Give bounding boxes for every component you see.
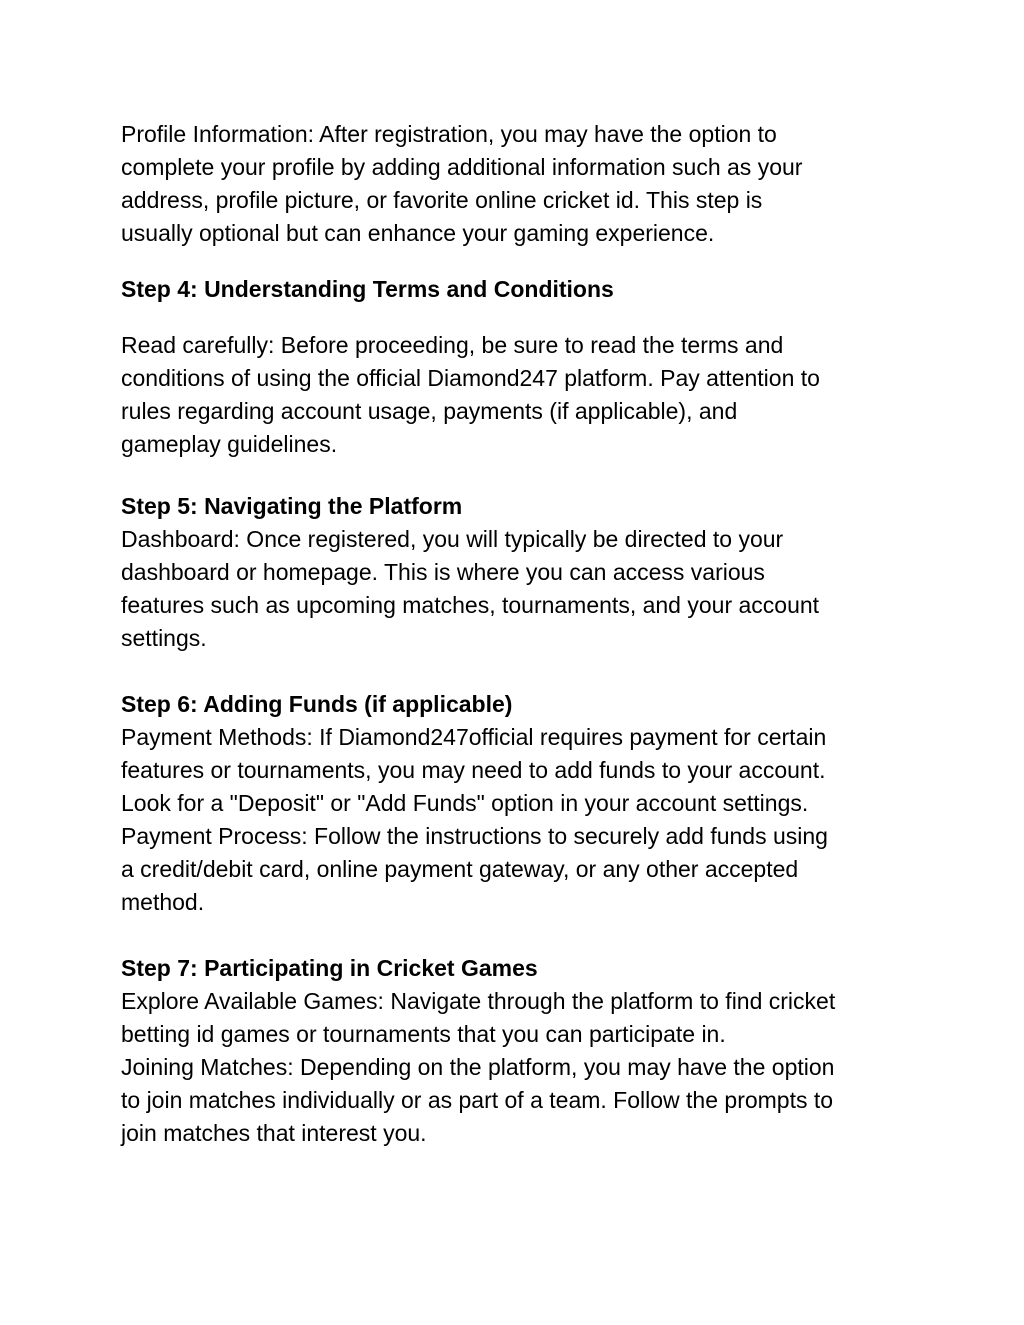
paragraph-line: features or tournaments, you may need to add funds to your account. xyxy=(121,757,826,783)
paragraph-line: Joining Matches: Depending on the platform, you may have the option xyxy=(121,1054,835,1080)
paragraph-line: Read carefully: Before proceeding, be sure to read the terms and xyxy=(121,332,784,358)
paragraph-line: rules regarding account usage, payments (if applicable), and xyxy=(121,398,738,424)
paragraph-line: Payment Process: Follow the instructions to securely add funds using xyxy=(121,823,828,849)
paragraph-line: features such as upcoming matches, tournaments, and your account xyxy=(121,592,820,618)
step6-heading: Step 6: Adding Funds (if applicable) xyxy=(121,691,513,717)
step7-section xyxy=(121,952,911,1150)
step6-section xyxy=(121,688,911,919)
paragraph-line: usually optional but can enhance your gaming experience. xyxy=(121,220,715,246)
paragraph-line: settings. xyxy=(121,625,207,651)
step7-heading: Step 7: Participating in Cricket Games xyxy=(121,955,538,981)
paragraph-line: betting id games or tournaments that you can participate in. xyxy=(121,1021,726,1047)
paragraph-line: Dashboard: Once registered, you will typically be directed to your xyxy=(121,526,784,552)
paragraph-line: Profile Information: After registration, you may have the option to xyxy=(121,121,777,147)
step4-heading: Step 4: Understanding Terms and Conditions xyxy=(121,276,614,302)
paragraph-line: method. xyxy=(121,889,205,915)
paragraph-line: complete your profile by adding additional information such as your xyxy=(121,154,803,180)
paragraph-line: join matches that interest you. xyxy=(121,1120,427,1146)
profile-information-paragraph xyxy=(121,118,911,250)
step5-heading: Step 5: Navigating the Platform xyxy=(121,493,463,519)
paragraph-line: dashboard or homepage. This is where you can access various xyxy=(121,559,765,585)
step5-section xyxy=(121,490,911,655)
paragraph-line: to join matches individually or as part of a team. Follow the prompts to xyxy=(121,1087,834,1113)
paragraph-line: Look for a "Deposit" or "Add Funds" option in your account settings. xyxy=(121,790,809,816)
paragraph-line: a credit/debit card, online payment gateway, or any other accepted xyxy=(121,856,799,882)
document-page xyxy=(121,118,911,1150)
step4-section xyxy=(121,273,911,461)
paragraph-line: address, profile picture, or favorite online cricket id. This step is xyxy=(121,187,763,213)
paragraph-line: Payment Methods: If Diamond247official requires payment for certain xyxy=(121,724,827,750)
paragraph-line: gameplay guidelines. xyxy=(121,431,338,457)
paragraph-line: Explore Available Games: Navigate through the platform to find cricket xyxy=(121,988,836,1014)
paragraph-line: conditions of using the official Diamond247 platform. Pay attention to xyxy=(121,365,820,391)
